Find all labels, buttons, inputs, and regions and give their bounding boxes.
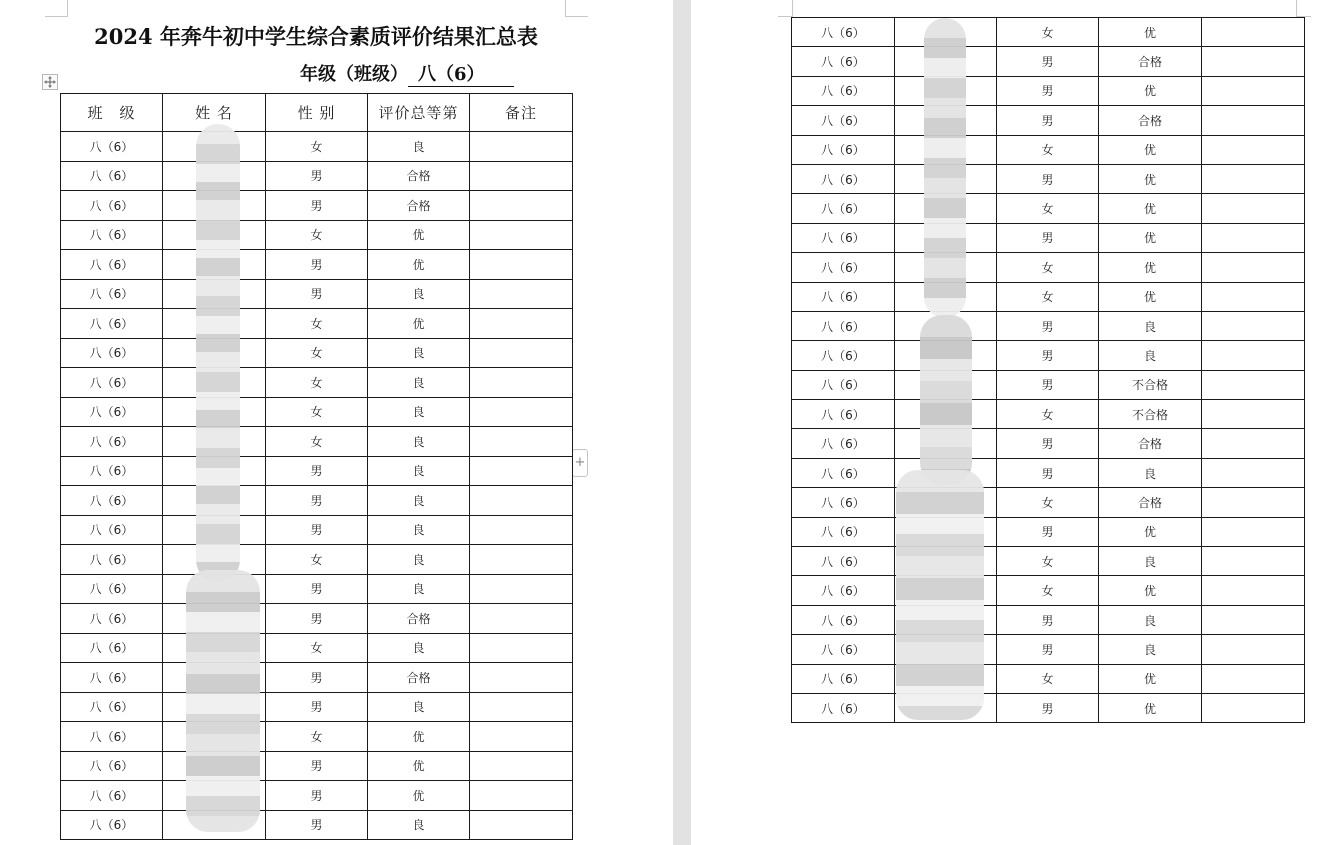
header-grade: 评价总等第 <box>368 94 470 132</box>
grade-cell: 优 <box>1099 693 1202 722</box>
remarks-cell <box>1202 429 1305 458</box>
page-2-crop-mark-left <box>778 0 793 17</box>
table-row <box>61 810 573 840</box>
grade-cell: 优 <box>368 250 470 280</box>
remarks-cell <box>1202 400 1305 429</box>
page-1-crop-mark-left <box>45 0 68 17</box>
grade-cell: 优 <box>1099 135 1202 164</box>
add-row-button[interactable] <box>572 449 588 477</box>
remarks-cell <box>470 220 573 250</box>
redaction-mosaic <box>196 124 240 582</box>
remarks-cell <box>470 604 573 634</box>
remarks-cell <box>470 810 573 840</box>
grade-cell: 优 <box>368 781 470 811</box>
table-row <box>792 311 1305 340</box>
grade-cell: 优 <box>368 722 470 752</box>
class-cell: 八（6） <box>792 135 895 164</box>
remarks-cell <box>1202 693 1305 722</box>
class-cell: 八（6） <box>792 664 895 693</box>
table-row <box>792 517 1305 546</box>
class-cell: 八（6） <box>792 429 895 458</box>
class-cell: 八（6） <box>61 574 163 604</box>
redaction-mosaic <box>896 470 984 720</box>
table-row <box>792 253 1305 282</box>
remarks-cell <box>470 486 573 516</box>
grade-cell: 合格 <box>1099 47 1202 76</box>
class-cell: 八（6） <box>61 515 163 545</box>
table-row <box>792 664 1305 693</box>
gender-cell: 男 <box>997 429 1099 458</box>
class-cell: 八（6） <box>61 456 163 486</box>
header-gender: 性 别 <box>266 94 368 132</box>
table-row <box>61 338 573 368</box>
table-row <box>792 605 1305 634</box>
remarks-cell <box>1202 488 1305 517</box>
header-remarks: 备注 <box>470 94 573 132</box>
gender-cell: 男 <box>997 517 1099 546</box>
class-cell: 八（6） <box>61 486 163 516</box>
grade-cell: 良 <box>368 397 470 427</box>
gender-cell: 男 <box>266 751 368 781</box>
class-cell: 八（6） <box>61 250 163 280</box>
remarks-cell <box>470 545 573 575</box>
class-cell: 八（6） <box>792 164 895 193</box>
remarks-cell <box>1202 635 1305 664</box>
class-cell: 八（6） <box>792 693 895 722</box>
remarks-cell <box>1202 370 1305 399</box>
grade-cell: 良 <box>1099 341 1202 370</box>
remarks-cell <box>470 722 573 752</box>
grade-cell: 良 <box>368 486 470 516</box>
gender-cell: 男 <box>266 692 368 722</box>
remarks-cell <box>470 692 573 722</box>
gender-cell: 男 <box>266 515 368 545</box>
gender-cell: 女 <box>997 135 1099 164</box>
remarks-cell <box>1202 253 1305 282</box>
remarks-cell <box>470 751 573 781</box>
grade-cell: 优 <box>1099 517 1202 546</box>
class-cell: 八（6） <box>61 191 163 221</box>
table-row <box>792 400 1305 429</box>
grade-cell: 合格 <box>1099 106 1202 135</box>
table-row <box>792 164 1305 193</box>
remarks-cell <box>1202 547 1305 576</box>
gender-cell: 女 <box>266 220 368 250</box>
gender-cell: 男 <box>266 161 368 191</box>
table-row <box>792 547 1305 576</box>
class-cell: 八（6） <box>61 663 163 693</box>
grade-cell: 良 <box>1099 547 1202 576</box>
class-cell: 八（6） <box>792 194 895 223</box>
table-row <box>61 397 573 427</box>
gender-cell: 女 <box>997 18 1099 47</box>
class-cell: 八（6） <box>61 781 163 811</box>
grade-cell: 优 <box>1099 164 1202 193</box>
redaction-mosaic <box>186 570 260 832</box>
gender-cell: 女 <box>266 132 368 162</box>
gender-cell: 男 <box>266 250 368 280</box>
table-row <box>792 458 1305 487</box>
table-row <box>792 488 1305 517</box>
remarks-cell <box>1202 517 1305 546</box>
remarks-cell <box>470 132 573 162</box>
remarks-cell <box>1202 18 1305 47</box>
gender-cell: 男 <box>997 635 1099 664</box>
grade-line <box>300 60 514 87</box>
grade-cell: 良 <box>1099 458 1202 487</box>
redaction-mosaic <box>920 315 972 485</box>
grade-cell: 优 <box>368 751 470 781</box>
grade-cell: 不合格 <box>1099 400 1202 429</box>
remarks-cell <box>1202 311 1305 340</box>
grade-cell: 良 <box>368 456 470 486</box>
table-row <box>61 368 573 398</box>
table-row <box>792 135 1305 164</box>
table-row <box>61 545 573 575</box>
gender-cell: 男 <box>266 663 368 693</box>
remarks-cell <box>1202 76 1305 105</box>
remarks-cell <box>1202 164 1305 193</box>
table-move-handle[interactable] <box>42 74 58 90</box>
gender-cell: 男 <box>266 191 368 221</box>
remarks-cell <box>470 279 573 309</box>
remarks-cell <box>470 663 573 693</box>
class-cell: 八（6） <box>61 132 163 162</box>
gender-cell: 男 <box>997 458 1099 487</box>
table-row <box>61 456 573 486</box>
class-cell: 八（6） <box>61 279 163 309</box>
table-row <box>792 194 1305 223</box>
gender-cell: 女 <box>266 338 368 368</box>
gender-cell: 男 <box>997 223 1099 252</box>
table-row <box>792 106 1305 135</box>
gender-cell: 男 <box>266 456 368 486</box>
page-2-crop-mark-right <box>1296 0 1311 17</box>
class-cell: 八（6） <box>792 106 895 135</box>
grade-cell: 优 <box>368 220 470 250</box>
class-cell: 八（6） <box>792 576 895 605</box>
grade-cell: 良 <box>368 545 470 575</box>
class-cell: 八（6） <box>792 370 895 399</box>
class-cell: 八（6） <box>61 338 163 368</box>
table-row <box>792 18 1305 47</box>
gender-cell: 男 <box>997 47 1099 76</box>
gender-cell: 女 <box>997 282 1099 311</box>
table-row <box>61 781 573 811</box>
class-cell: 八（6） <box>792 458 895 487</box>
grade-cell: 优 <box>1099 194 1202 223</box>
gender-cell: 男 <box>266 486 368 516</box>
remarks-cell <box>470 250 573 280</box>
table-row <box>61 692 573 722</box>
grade-cell: 良 <box>368 132 470 162</box>
remarks-cell <box>470 456 573 486</box>
document-title: 2024 年奔牛初中学生综合素质评价结果汇总表 <box>94 24 538 49</box>
remarks-cell <box>470 633 573 663</box>
class-cell: 八（6） <box>61 692 163 722</box>
table-row <box>61 604 573 634</box>
grade-cell: 良 <box>368 368 470 398</box>
gender-cell: 女 <box>997 664 1099 693</box>
grade-cell: 不合格 <box>1099 370 1202 399</box>
grade-cell: 良 <box>368 515 470 545</box>
table-row <box>61 663 573 693</box>
remarks-cell <box>470 515 573 545</box>
remarks-cell <box>1202 458 1305 487</box>
remarks-cell <box>470 191 573 221</box>
gender-cell: 男 <box>266 810 368 840</box>
gender-cell: 女 <box>997 488 1099 517</box>
table-row <box>61 132 573 162</box>
class-cell: 八（6） <box>61 545 163 575</box>
gender-cell: 男 <box>997 605 1099 634</box>
class-cell: 八（6） <box>61 722 163 752</box>
remarks-cell <box>1202 223 1305 252</box>
table-row <box>61 220 573 250</box>
class-cell: 八（6） <box>792 517 895 546</box>
grade-cell: 良 <box>1099 311 1202 340</box>
gender-cell: 男 <box>997 341 1099 370</box>
class-cell: 八（6） <box>61 604 163 634</box>
move-icon <box>44 76 56 88</box>
class-cell: 八（6） <box>61 427 163 457</box>
table-row <box>61 309 573 339</box>
gender-cell: 男 <box>997 693 1099 722</box>
redaction-mosaic <box>924 18 966 318</box>
gender-cell: 男 <box>997 311 1099 340</box>
results-table-page-2 <box>791 17 1305 723</box>
grade-cell: 优 <box>1099 576 1202 605</box>
grade-cell: 优 <box>1099 223 1202 252</box>
grade-cell: 优 <box>1099 18 1202 47</box>
gender-cell: 男 <box>997 76 1099 105</box>
class-cell: 八（6） <box>792 18 895 47</box>
remarks-cell <box>470 427 573 457</box>
gender-cell: 女 <box>266 633 368 663</box>
table-row <box>792 76 1305 105</box>
class-cell: 八（6） <box>792 311 895 340</box>
remarks-cell <box>1202 194 1305 223</box>
grade-cell: 良 <box>368 810 470 840</box>
remarks-cell <box>1202 605 1305 634</box>
table-row <box>61 161 573 191</box>
grade-value: 八（6） <box>408 60 514 87</box>
remarks-cell <box>1202 135 1305 164</box>
table-row <box>61 486 573 516</box>
gender-cell: 男 <box>997 106 1099 135</box>
grade-cell: 合格 <box>368 161 470 191</box>
table-row <box>792 223 1305 252</box>
grade-cell: 良 <box>368 338 470 368</box>
header-name: 姓 名 <box>163 94 266 132</box>
grade-cell: 良 <box>368 574 470 604</box>
remarks-cell <box>470 161 573 191</box>
table-row <box>61 191 573 221</box>
class-cell: 八（6） <box>792 547 895 576</box>
class-cell: 八（6） <box>792 488 895 517</box>
gender-cell: 男 <box>266 604 368 634</box>
table-row <box>61 633 573 663</box>
grade-label: 年级（班级） <box>300 64 408 85</box>
remarks-cell <box>470 574 573 604</box>
remarks-cell <box>470 368 573 398</box>
table-row <box>61 279 573 309</box>
table-row <box>61 515 573 545</box>
remarks-cell <box>470 338 573 368</box>
gender-cell: 女 <box>266 545 368 575</box>
table-row <box>792 576 1305 605</box>
table-row <box>792 635 1305 664</box>
class-cell: 八（6） <box>61 220 163 250</box>
table-row <box>792 341 1305 370</box>
table-row <box>792 693 1305 722</box>
remarks-cell <box>1202 282 1305 311</box>
gender-cell: 女 <box>266 397 368 427</box>
class-cell: 八（6） <box>61 309 163 339</box>
class-cell: 八（6） <box>61 161 163 191</box>
table-header-row <box>61 94 573 132</box>
grade-cell: 良 <box>368 279 470 309</box>
table-row <box>792 282 1305 311</box>
grade-cell: 良 <box>1099 605 1202 634</box>
grade-cell: 优 <box>1099 282 1202 311</box>
grade-cell: 优 <box>1099 664 1202 693</box>
plus-icon: + <box>574 455 586 470</box>
gender-cell: 男 <box>266 781 368 811</box>
grade-cell: 良 <box>368 692 470 722</box>
class-cell: 八（6） <box>792 605 895 634</box>
table-row <box>61 722 573 752</box>
remarks-cell <box>1202 664 1305 693</box>
gender-cell: 女 <box>266 368 368 398</box>
class-cell: 八（6） <box>792 400 895 429</box>
gender-cell: 男 <box>266 574 368 604</box>
class-cell: 八（6） <box>61 810 163 840</box>
grade-cell: 优 <box>368 309 470 339</box>
table-row <box>61 427 573 457</box>
class-cell: 八（6） <box>792 282 895 311</box>
table-row <box>792 47 1305 76</box>
results-table-page-1 <box>60 93 573 840</box>
gender-cell: 女 <box>266 309 368 339</box>
grade-cell: 良 <box>368 633 470 663</box>
class-cell: 八（6） <box>792 76 895 105</box>
grade-cell: 合格 <box>1099 488 1202 517</box>
class-cell: 八（6） <box>61 633 163 663</box>
class-cell: 八（6） <box>792 253 895 282</box>
grade-cell: 合格 <box>368 604 470 634</box>
header-class: 班 级 <box>61 94 163 132</box>
table-row <box>792 429 1305 458</box>
grade-cell: 合格 <box>1099 429 1202 458</box>
grade-cell: 合格 <box>368 663 470 693</box>
gender-cell: 男 <box>997 370 1099 399</box>
class-cell: 八（6） <box>61 751 163 781</box>
grade-cell: 合格 <box>368 191 470 221</box>
class-cell: 八（6） <box>792 47 895 76</box>
remarks-cell <box>1202 576 1305 605</box>
table-row <box>61 574 573 604</box>
gender-cell: 女 <box>997 253 1099 282</box>
gender-cell: 女 <box>266 427 368 457</box>
remarks-cell <box>470 309 573 339</box>
class-cell: 八（6） <box>61 397 163 427</box>
class-cell: 八（6） <box>61 368 163 398</box>
grade-cell: 优 <box>1099 76 1202 105</box>
gender-cell: 女 <box>997 547 1099 576</box>
remarks-cell <box>1202 47 1305 76</box>
grade-cell: 良 <box>368 427 470 457</box>
remarks-cell <box>1202 106 1305 135</box>
table-row <box>61 751 573 781</box>
gender-cell: 女 <box>997 194 1099 223</box>
grade-cell: 良 <box>1099 635 1202 664</box>
remarks-cell <box>470 397 573 427</box>
page-gutter <box>673 0 691 845</box>
gender-cell: 男 <box>266 279 368 309</box>
gender-cell: 女 <box>997 576 1099 605</box>
gender-cell: 男 <box>997 164 1099 193</box>
class-cell: 八（6） <box>792 341 895 370</box>
gender-cell: 女 <box>997 400 1099 429</box>
table-row <box>61 250 573 280</box>
class-cell: 八（6） <box>792 223 895 252</box>
class-cell: 八（6） <box>792 635 895 664</box>
page-1-crop-mark-right <box>565 0 588 17</box>
remarks-cell <box>470 781 573 811</box>
remarks-cell <box>1202 341 1305 370</box>
table-row <box>792 370 1305 399</box>
gender-cell: 女 <box>266 722 368 752</box>
grade-cell: 优 <box>1099 253 1202 282</box>
